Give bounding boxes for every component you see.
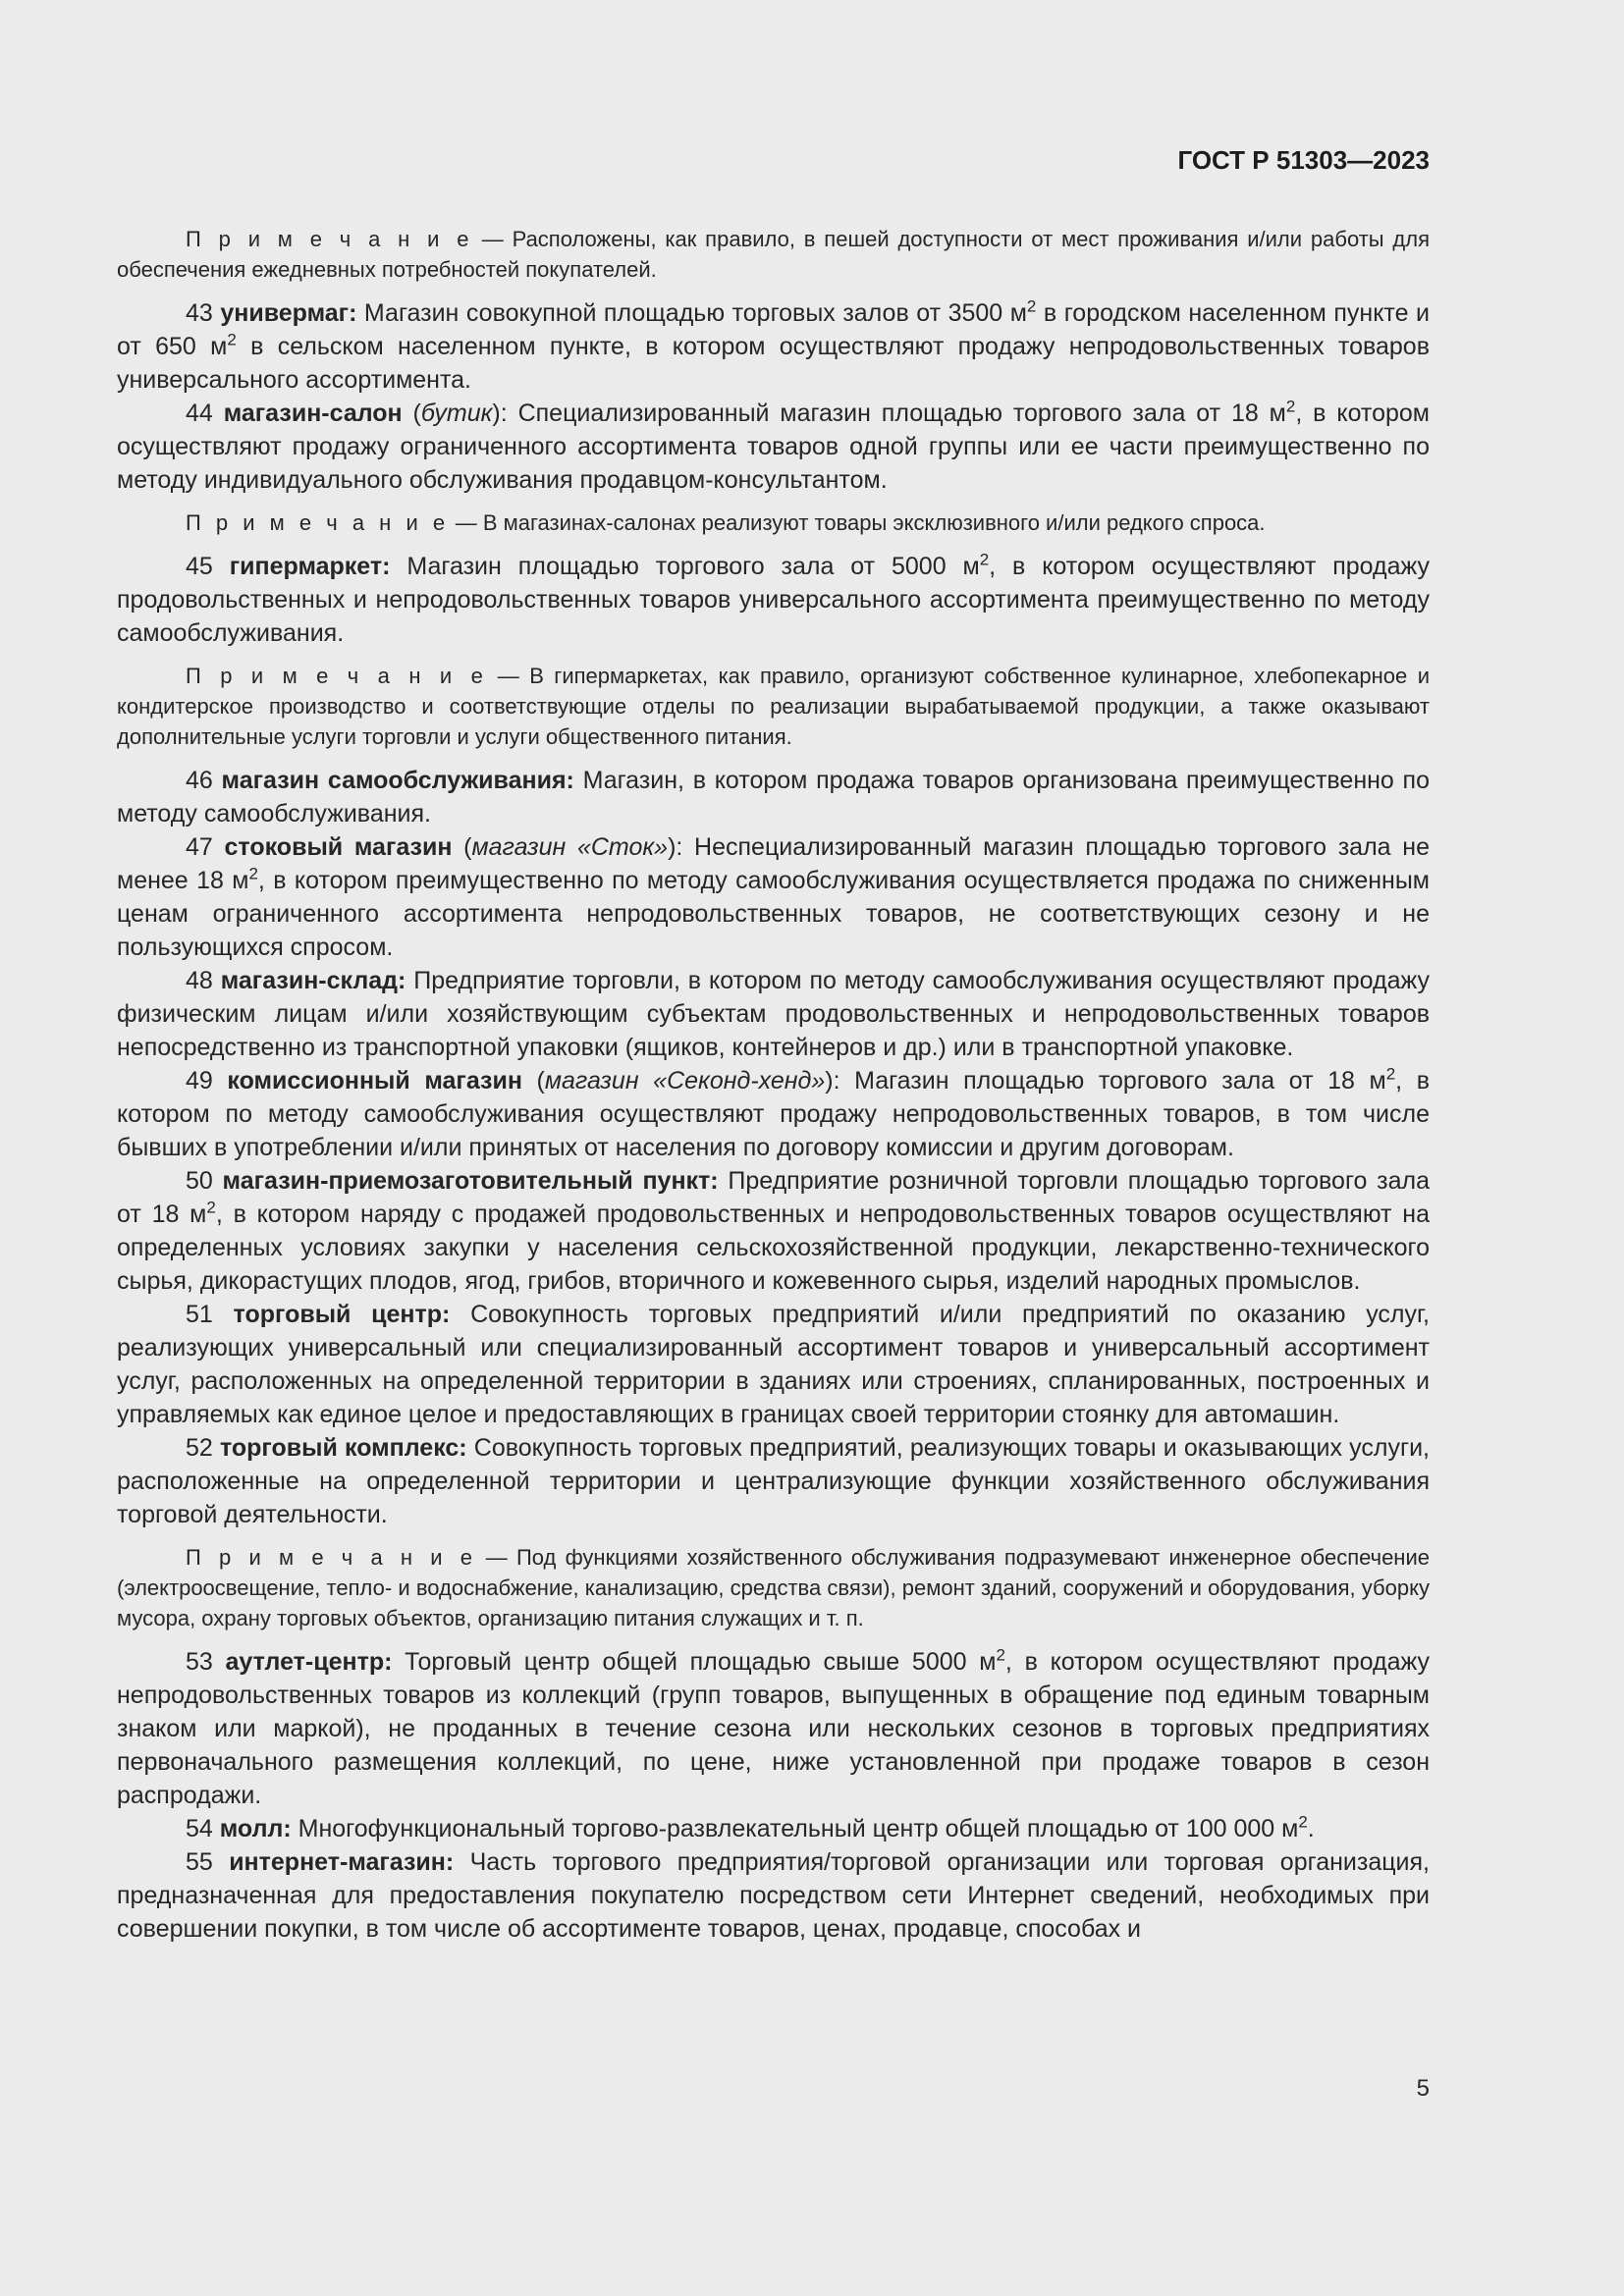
definition-text: в сельском населенном пункте, в котором осуществляют продажу непродовольственных товаров универсального ассортимента. — [117, 333, 1430, 394]
term-name: интернет-магазин: — [229, 1848, 455, 1876]
term-entry — [117, 964, 1430, 1064]
definition-text: ): Неспециализированный магазин площадью торгового зала не менее 18 м — [117, 833, 1430, 894]
term-number: 44 — [186, 400, 213, 427]
definition-text: ): Специализированный магазин площадью торгового зала от 18 м — [492, 400, 1286, 427]
term-number: 47 — [186, 833, 213, 861]
note-paragraph — [117, 507, 1430, 538]
superscript: 2 — [1298, 1812, 1308, 1832]
superscript: 2 — [1026, 296, 1037, 316]
document-body — [117, 224, 1430, 1946]
term-name: гипермаркет: — [229, 553, 391, 580]
note-label: П р и м е ч а н и е — [186, 510, 450, 535]
superscript: 2 — [248, 864, 258, 883]
document-number-header: ГОСТ Р 51303—2023 — [1177, 145, 1430, 175]
definition-text: , в котором осуществляют продажу ограниченного ассортимента товаров одной группы или ее части преимущественно по методу индивидуального обслуживания продавцом-консультантом. — [117, 400, 1430, 494]
term-name: аутлет-центр: — [225, 1648, 393, 1676]
definition-text: , в котором осуществляют продажу продовольственных и непродовольственных товаров универсального ассортимента преимущественно по методу самообслуживания. — [117, 553, 1430, 647]
term-entry — [117, 1064, 1430, 1164]
term-number: 46 — [186, 767, 213, 794]
term-name: универмаг: — [220, 299, 357, 327]
term-entry — [117, 296, 1430, 397]
note-label: П р и м е ч а н и е — [186, 227, 473, 251]
superscript: 2 — [979, 550, 990, 569]
term-synonym: магазин «Секонд-хенд» — [544, 1067, 826, 1095]
term-name: торговый комплекс: — [219, 1434, 467, 1462]
note-label: П р и м е ч а н и е — [186, 664, 488, 688]
definition-text: Совокупность торговых предприятий и/или предприятий по оказанию услуг, реализующих универсальный или специализированный ассортимент товаров и универсальный ассортимент услуг, расположенных на определенной территории в зданиях или строениях, спланированных, построенных и управляемых как единое целое и предоставляющих в границах своей территории стоянку для автомашин. — [117, 1301, 1431, 1428]
note-label: П р и м е ч а н и е — [186, 1545, 477, 1570]
term-entry — [117, 1845, 1430, 1946]
definition-text: Торговый центр общей площадью свыше 5000 м — [392, 1648, 997, 1676]
page-number: 5 — [1416, 2075, 1430, 2102]
term-name: торговый центр: — [233, 1301, 451, 1328]
term-synonym: бутик — [420, 400, 493, 427]
term-entry — [117, 830, 1430, 964]
term-number: 54 — [186, 1815, 213, 1842]
definition-text: в городском населенном пункте и от 650 м — [117, 299, 1430, 360]
note-text: — Расположены, как правило, в пешей доступности от мест проживания и/или работы для обеспечения ежедневных потребностей покупателей. — [117, 227, 1430, 282]
term-number: 48 — [186, 967, 213, 994]
term-name: магазин-склад: — [220, 967, 406, 994]
term-entry — [117, 397, 1430, 497]
term-number: 51 — [186, 1301, 213, 1328]
note-paragraph — [117, 1542, 1430, 1633]
superscript: 2 — [996, 1645, 1005, 1665]
definition-text: ( — [402, 400, 421, 427]
definition-text: Многофункциональный торгово-развлекательный центр общей площадью от 100 000 м — [291, 1815, 1299, 1842]
definition-text: , в котором преимущественно по методу самообслуживания осуществляется продажа по сниженным ценам ограниченного ассортимента непродовольственных товаров, не соответствующих сезону и не пользующихся спросом. — [117, 867, 1430, 961]
definition-text: . — [1307, 1815, 1315, 1842]
term-entry — [117, 1645, 1430, 1812]
term-synonym: магазин «Сток» — [471, 833, 669, 861]
term-name: магазин самообслуживания: — [221, 767, 574, 794]
term-name: молл: — [219, 1815, 292, 1842]
definition-text: Магазин площадью торгового зала от 5000 м — [390, 553, 980, 580]
term-number: 55 — [186, 1848, 213, 1876]
definition-text: Магазин, в котором продажа товаров организована преимущественно по методу самообслуживания. — [117, 767, 1430, 828]
note-text: — В магазинах-салонах реализуют товары эксклюзивного и/или редкого спроса. — [449, 510, 1266, 535]
term-number: 49 — [186, 1067, 213, 1095]
definition-text: , в котором осуществляют продажу непродовольственных товаров из коллекций (групп товаров, выпущенных в обращение под единым товарным знаком или маркой), не проданных в течение сезона или нескольких сезонов в торговых предприятиях первоначального размещения коллекций, по цене, ниже установленной при продаже товаров в сезон распродажи. — [117, 1648, 1430, 1809]
term-name: магазин-приемозаготовительный пункт: — [222, 1167, 719, 1195]
note-paragraph — [117, 661, 1430, 752]
definition-text: ( — [521, 1067, 545, 1095]
definition-text: Предприятие розничной торговли площадью торгового зала от 18 м — [117, 1167, 1430, 1228]
definition-text: Предприятие торговли, в котором по методу самообслуживания осуществляют продажу физическим лицам и/или хозяйствующим субъектам продовольственных и непродовольственных товаров непосредственно из транспортной упаковки (ящиков, контейнеров и др.) или в транспортной упаковке. — [117, 967, 1430, 1061]
note-text: — Под функциями хозяйственного обслуживания подразумевают инженерное обеспечение (электроосвещение, тепло- и водоснабжение, канализацию, средства связи), ремонт зданий, сооружений и оборудования, уборку мусора, охрану торговых объектов, организацию питания служащих и т. п. — [117, 1545, 1430, 1630]
term-entry — [117, 764, 1430, 830]
definition-text: ( — [452, 833, 472, 861]
term-entry — [117, 1164, 1430, 1298]
term-name: магазин-салон — [223, 400, 403, 427]
term-number: 52 — [186, 1434, 213, 1462]
definition-text: , в котором по методу самообслуживания осуществляют продажу непродовольственных товаров, в том числе бывших в употреблении и/или принятых от населения по договору комиссии и другим договорам. — [117, 1067, 1430, 1161]
note-text: — В гипермаркетах, как правило, организуют собственное кулинарное, хлебопекарное и кондитерское производство и соответствующие отделы по реализации вырабатываемой продукции, а также оказывают дополнительные услуги торговли и услуги общественного питания. — [117, 664, 1430, 749]
superscript: 2 — [1285, 397, 1296, 416]
term-number: 45 — [186, 553, 213, 580]
definition-text: , в котором наряду с продажей продовольственных и непродовольственных товаров осуществляют на определенных условиях закупки у населения сельскохозяйственной продукции, лекарственно-технического сырья, дикорастущих плодов, ягод, грибов, вторичного и кожевенного сырья, изделий народных промыслов. — [117, 1201, 1430, 1295]
term-number: 50 — [186, 1167, 213, 1195]
term-entry — [117, 550, 1430, 650]
term-number: 53 — [186, 1648, 213, 1676]
superscript: 2 — [227, 330, 237, 349]
term-number: 43 — [186, 299, 213, 327]
definition-text: Совокупность торговых предприятий, реализующих товары и оказывающих услуги, расположенные на определенной территории и централизующие функции хозяйственного обслуживания торговой деятельности. — [117, 1434, 1430, 1528]
term-entry — [117, 1431, 1430, 1531]
term-entry — [117, 1812, 1430, 1845]
term-entry — [117, 1298, 1430, 1431]
term-name: комиссионный магазин — [227, 1067, 522, 1095]
note-paragraph — [117, 224, 1430, 285]
term-name: стоковый магазин — [224, 833, 453, 861]
definition-text: ): Магазин площадью торгового зала от 18 м — [825, 1067, 1386, 1095]
superscript: 2 — [1385, 1064, 1396, 1084]
superscript: 2 — [206, 1198, 216, 1217]
definition-text: Магазин совокупной площадью торговых залов от 3500 м — [356, 299, 1027, 327]
definition-text: Часть торгового предприятия/торговой организации или торговая организация, предназначенная для предоставления покупателю посредством сети Интернет сведений, необходимых при совершении покупки, в том числе об ассортименте товаров, ценах, продавце, способах и — [117, 1848, 1430, 1943]
